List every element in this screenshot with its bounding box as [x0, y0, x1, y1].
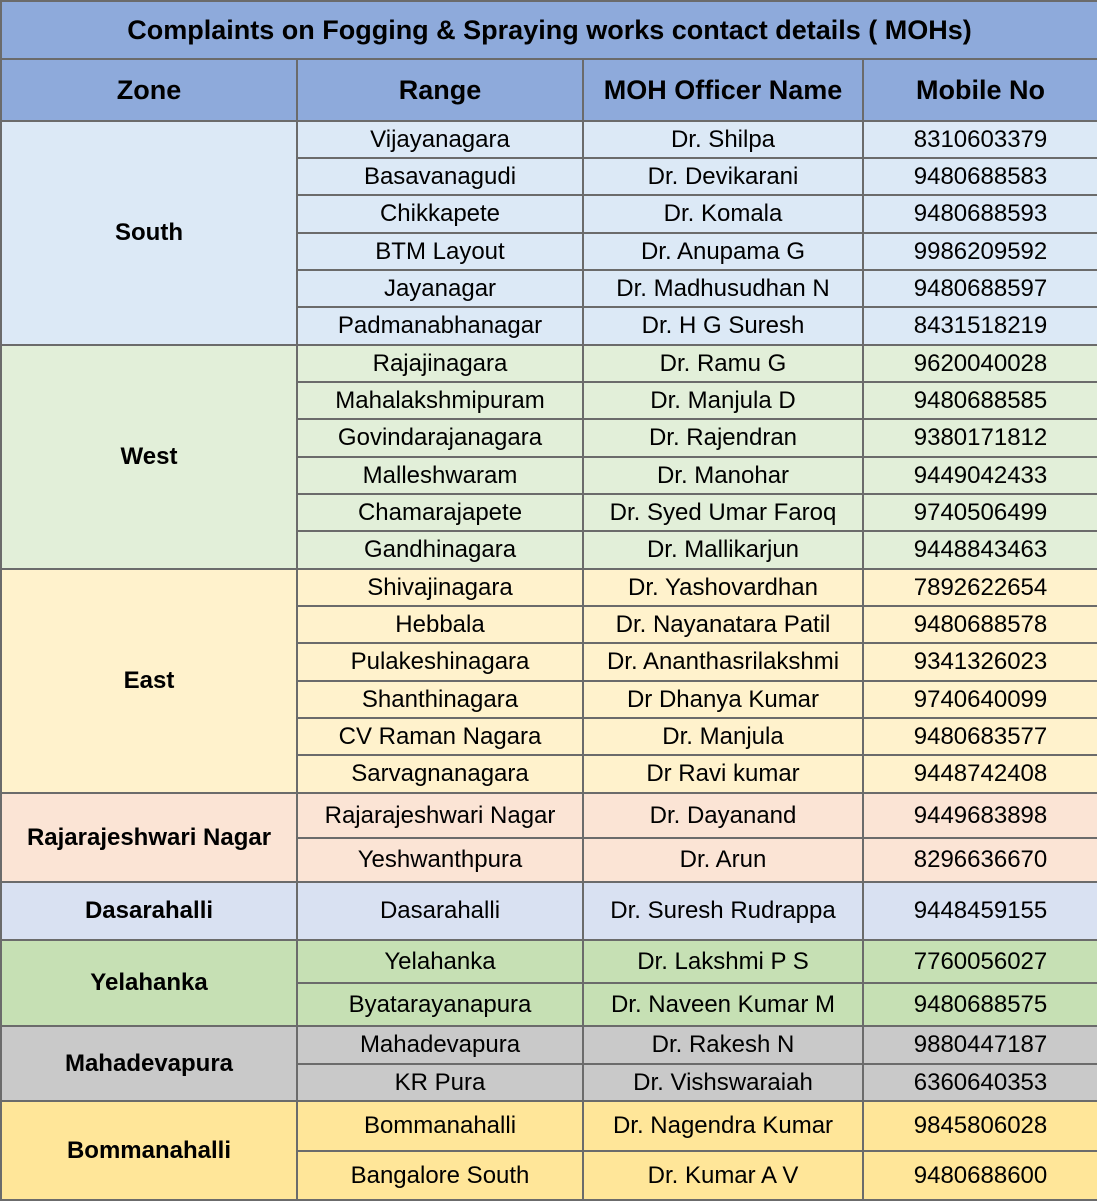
table-row: [1, 793, 1097, 838]
range-cell: Vijayanagara: [297, 121, 583, 158]
table-title: Complaints on Fogging & Spraying works contact details ( MOHs): [1, 1, 1097, 59]
header-row: [1, 59, 1097, 121]
officer-name-cell: Dr. Kumar A V: [583, 1151, 863, 1200]
officer-name-cell: Dr. Komala: [583, 195, 863, 233]
officer-name-cell: Dr. Ramu G: [583, 345, 863, 382]
table-body: [1, 121, 1097, 1200]
range-cell: Pulakeshinagara: [297, 643, 583, 681]
mobile-number-cell: 9740640099: [863, 681, 1097, 718]
range-cell: Padmanabhanagar: [297, 307, 583, 345]
officer-name-cell: Dr. Devikarani: [583, 158, 863, 195]
officer-name-cell: Dr. Vishswaraiah: [583, 1064, 863, 1101]
mobile-number-cell: 7760056027: [863, 940, 1097, 983]
mobile-number-cell: 9449683898: [863, 793, 1097, 838]
range-cell: Basavanagudi: [297, 158, 583, 195]
mobile-number-cell: 9448459155: [863, 882, 1097, 940]
officer-name-cell: Dr. Rakesh N: [583, 1026, 863, 1064]
officer-name-cell: Dr Ravi kumar: [583, 755, 863, 793]
mobile-number-cell: 9740506499: [863, 494, 1097, 531]
mobile-number-cell: 9341326023: [863, 643, 1097, 681]
zone-cell: Rajarajeshwari Nagar: [1, 793, 297, 882]
range-cell: Chikkapete: [297, 195, 583, 233]
range-cell: Govindarajanagara: [297, 419, 583, 457]
officer-name-cell: Dr. Manjula: [583, 718, 863, 755]
range-cell: Chamarajapete: [297, 494, 583, 531]
range-cell: Gandhinagara: [297, 531, 583, 569]
range-cell: Shivajinagara: [297, 569, 583, 606]
range-cell: Rajarajeshwari Nagar: [297, 793, 583, 838]
officer-name-cell: Dr Dhanya Kumar: [583, 681, 863, 718]
mobile-number-cell: 8431518219: [863, 307, 1097, 345]
officer-name-cell: Dr. Yashovardhan: [583, 569, 863, 606]
range-cell: KR Pura: [297, 1064, 583, 1101]
officer-header: MOH Officer Name: [583, 59, 863, 121]
range-cell: Mahalakshmipuram: [297, 382, 583, 419]
mobile-number-cell: 9380171812: [863, 419, 1097, 457]
mobile-header: Mobile No: [863, 59, 1097, 121]
mobile-number-cell: 9880447187: [863, 1026, 1097, 1064]
mobile-number-cell: 9480688597: [863, 270, 1097, 307]
range-cell: Bommanahalli: [297, 1101, 583, 1151]
officer-name-cell: Dr. Shilpa: [583, 121, 863, 158]
officer-name-cell: Dr. Nayanatara Patil: [583, 606, 863, 643]
mobile-number-cell: 9480688575: [863, 983, 1097, 1026]
table-row: [1, 1026, 1097, 1064]
officer-name-cell: Dr. Naveen Kumar M: [583, 983, 863, 1026]
mobile-number-cell: 6360640353: [863, 1064, 1097, 1101]
officer-name-cell: Dr. Mallikarjun: [583, 531, 863, 569]
mobile-number-cell: 9480688600: [863, 1151, 1097, 1200]
officer-name-cell: Dr. Lakshmi P S: [583, 940, 863, 983]
zone-cell: Bommanahalli: [1, 1101, 297, 1200]
mobile-number-cell: 7892622654: [863, 569, 1097, 606]
officer-name-cell: Dr. Arun: [583, 838, 863, 882]
mobile-number-cell: 8296636670: [863, 838, 1097, 882]
officer-name-cell: Dr. Anupama G: [583, 233, 863, 270]
table-row: [1, 345, 1097, 382]
mobile-number-cell: 9845806028: [863, 1101, 1097, 1151]
range-cell: Rajajinagara: [297, 345, 583, 382]
mobile-number-cell: 8310603379: [863, 121, 1097, 158]
range-cell: Hebbala: [297, 606, 583, 643]
table-row: [1, 940, 1097, 983]
range-cell: Dasarahalli: [297, 882, 583, 940]
zone-cell: Yelahanka: [1, 940, 297, 1026]
mobile-number-cell: 9480688578: [863, 606, 1097, 643]
mobile-number-cell: 9986209592: [863, 233, 1097, 270]
range-cell: Yeshwanthpura: [297, 838, 583, 882]
table-row: [1, 882, 1097, 940]
zone-header: Zone: [1, 59, 297, 121]
range-cell: Shanthinagara: [297, 681, 583, 718]
zone-cell: South: [1, 121, 297, 345]
range-header: Range: [297, 59, 583, 121]
officer-name-cell: Dr. Manjula D: [583, 382, 863, 419]
officer-name-cell: Dr. Syed Umar Faroq: [583, 494, 863, 531]
range-cell: BTM Layout: [297, 233, 583, 270]
range-cell: CV Raman Nagara: [297, 718, 583, 755]
mobile-number-cell: 9620040028: [863, 345, 1097, 382]
range-cell: Bangalore South: [297, 1151, 583, 1200]
range-cell: Malleshwaram: [297, 457, 583, 494]
range-cell: Yelahanka: [297, 940, 583, 983]
range-cell: Sarvagnanagara: [297, 755, 583, 793]
mobile-number-cell: 9480688585: [863, 382, 1097, 419]
table-row: [1, 121, 1097, 158]
officer-name-cell: Dr. Ananthasrilakshmi: [583, 643, 863, 681]
officer-name-cell: Dr. Rajendran: [583, 419, 863, 457]
zone-cell: Dasarahalli: [1, 882, 297, 940]
mobile-number-cell: 9449042433: [863, 457, 1097, 494]
zone-cell: Mahadevapura: [1, 1026, 297, 1101]
title-row: [1, 1, 1097, 59]
officer-name-cell: Dr. Madhusudhan N: [583, 270, 863, 307]
range-cell: Byatarayanapura: [297, 983, 583, 1026]
table-row: [1, 1101, 1097, 1151]
mobile-number-cell: 9448843463: [863, 531, 1097, 569]
table-row: [1, 569, 1097, 606]
officer-name-cell: Dr. H G Suresh: [583, 307, 863, 345]
mobile-number-cell: 9480683577: [863, 718, 1097, 755]
officer-name-cell: Dr. Nagendra Kumar: [583, 1101, 863, 1151]
officer-name-cell: Dr. Suresh Rudrappa: [583, 882, 863, 940]
mobile-number-cell: 9480688593: [863, 195, 1097, 233]
mobile-number-cell: 9480688583: [863, 158, 1097, 195]
officer-name-cell: Dr. Manohar: [583, 457, 863, 494]
zone-cell: East: [1, 569, 297, 793]
range-cell: Mahadevapura: [297, 1026, 583, 1064]
range-cell: Jayanagar: [297, 270, 583, 307]
officer-name-cell: Dr. Dayanand: [583, 793, 863, 838]
mobile-number-cell: 9448742408: [863, 755, 1097, 793]
zone-cell: West: [1, 345, 297, 569]
